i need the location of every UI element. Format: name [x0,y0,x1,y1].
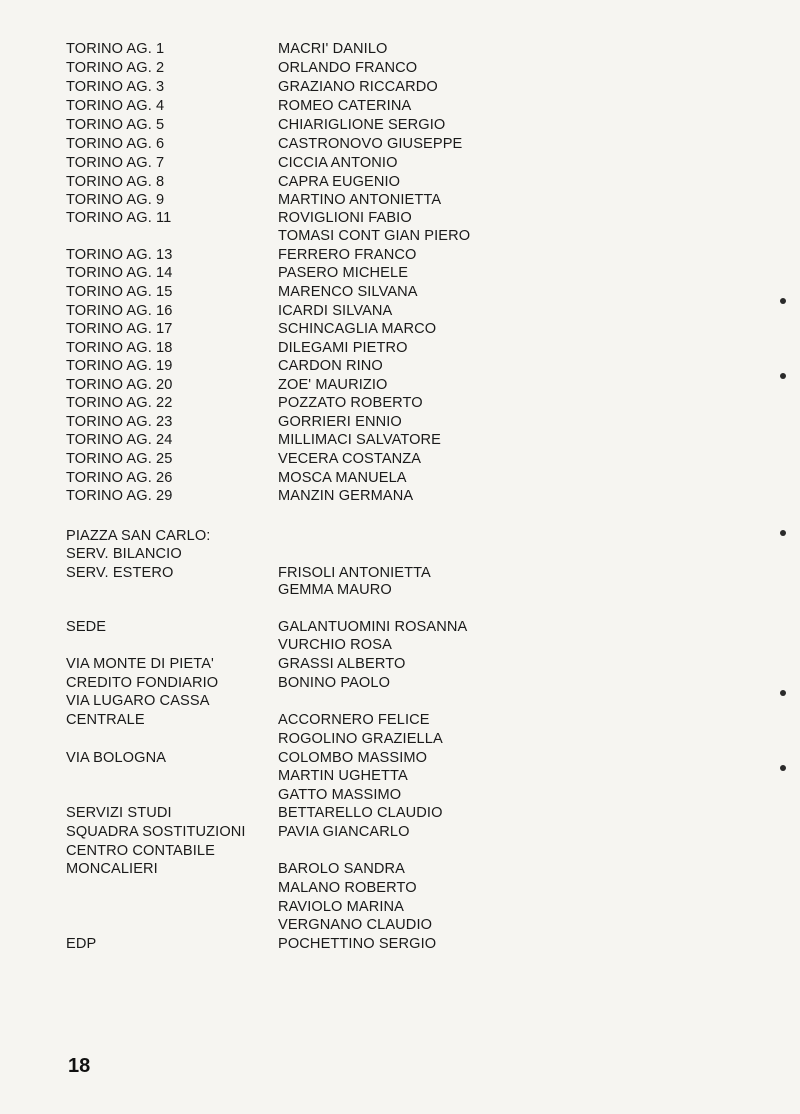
representative-name: GRASSI ALBERTO [278,656,406,672]
branch-label: SERV. BILANCIO [66,546,182,562]
branch-label: TORINO AG. 9 [66,192,165,208]
list-row [0,97,800,116]
list-row [0,674,800,693]
branch-label: VIA MONTE DI PIETA' [66,656,214,672]
list-row [0,842,800,861]
list-row [0,394,800,413]
list-row [0,154,800,173]
branch-label: MONCALIERI [66,861,158,877]
list-row [0,320,800,339]
representative-name: MARTINO ANTONIETTA [278,192,442,208]
representative-name: GORRIERI ENNIO [278,414,402,430]
list-row [0,767,800,786]
branch-label: TORINO AG. 22 [66,395,173,411]
list-row [0,469,800,488]
list-row [0,302,800,321]
representative-name: MARTIN UGHETTA [278,768,408,784]
branch-label: TORINO AG. 2 [66,60,165,76]
branch-label: TORINO AG. 16 [66,303,173,319]
representative-name: PASERO MICHELE [278,265,409,281]
list-row [0,191,800,210]
list-row [0,487,800,506]
list-row [0,246,800,265]
branch-label: CENTRO CONTABILE [66,843,215,859]
list-row [0,655,800,674]
representative-name: TOMASI CONT GIAN PIERO [278,228,471,244]
list-row [0,860,800,879]
representative-name: FERRERO FRANCO [278,247,417,263]
list-row [0,413,800,432]
branch-label: CENTRALE [66,712,145,728]
list-row [0,527,800,546]
representative-name: POCHETTINO SERGIO [278,936,437,952]
representative-name: ROMEO CATERINA [278,98,412,114]
representative-name: ORLANDO FRANCO [278,60,418,76]
branch-label: TORINO AG. 15 [66,284,173,300]
representative-name: CHIARIGLIONE SERGIO [278,117,446,133]
list-row [0,692,800,711]
representative-name: POZZATO ROBERTO [278,395,423,411]
representative-name: CICCIA ANTONIO [278,155,398,171]
page-number: 18 [68,1055,91,1077]
representative-name: BAROLO SANDRA [278,861,405,877]
representative-name: MARENCO SILVANA [278,284,418,300]
list-row [0,618,800,637]
representative-name: ACCORNERO FELICE [278,712,430,728]
branch-label: TORINO AG. 25 [66,451,173,467]
representative-name: BONINO PAOLO [278,675,391,691]
representative-name: VERGNANO CLAUDIO [278,917,433,933]
representative-name: RAVIOLO MARINA [278,899,405,915]
list-row [0,376,800,395]
branch-label: TORINO AG. 24 [66,432,173,448]
branch-label: TORINO AG. 26 [66,470,173,486]
list-row [0,636,800,655]
list-row [0,935,800,954]
representative-name: CASTRONOVO GIUSEPPE [278,136,463,152]
list-row [0,227,800,246]
branch-label: TORINO AG. 3 [66,79,165,95]
branch-label: TORINO AG. 29 [66,488,173,504]
branch-label: TORINO AG. 11 [66,210,172,226]
branch-label: TORINO AG. 20 [66,377,173,393]
branch-label: SQUADRA SOSTITUZIONI [66,824,246,840]
representative-name: PAVIA GIANCARLO [278,824,410,840]
representative-name: MILLIMACI SALVATORE [278,432,442,448]
list-row [0,898,800,917]
representative-name: DILEGAMI PIETRO [278,340,408,356]
representative-name: MANZIN GERMANA [278,488,414,504]
list-row [0,916,800,935]
list-row [0,431,800,450]
representative-name: GEMMA MAURO [278,582,392,598]
branch-label: TORINO AG. 4 [66,98,165,114]
list-row [0,173,800,192]
branch-label: EDP [66,936,97,952]
representative-name: BETTARELLO CLAUDIO [278,805,443,821]
branch-label: TORINO AG. 8 [66,174,165,190]
representative-name: GALANTUOMINI ROSANNA [278,619,468,635]
branch-label: PIAZZA SAN CARLO: [66,528,211,544]
representative-name: FRISOLI ANTONIETTA [278,565,431,581]
list-row [0,786,800,805]
representative-name: CAPRA EUGENIO [278,174,401,190]
list-row [0,879,800,898]
branch-label: SEDE [66,619,107,635]
list-row [0,450,800,469]
branch-label: TORINO AG. 7 [66,155,165,171]
representative-name: GRAZIANO RICCARDO [278,79,438,95]
representative-name: CARDON RINO [278,358,383,374]
list-row [0,40,800,59]
representative-name: ROGOLINO GRAZIELLA [278,731,443,747]
representative-name: ROVIGLIONI FABIO [278,210,412,226]
list-row [0,804,800,823]
branch-label: SERVIZI STUDI [66,805,172,821]
representative-name: GATTO MASSIMO [278,787,402,803]
list-row [0,749,800,768]
list-row [0,545,800,564]
representative-name: COLOMBO MASSIMO [278,750,428,766]
representative-name: MACRI' DANILO [278,41,388,57]
list-row [0,78,800,97]
representative-name: ICARDI SILVANA [278,303,393,319]
representative-name: VECERA COSTANZA [278,451,422,467]
list-row [0,264,800,283]
branch-label: TORINO AG. 13 [66,247,173,263]
branch-label: TORINO AG. 6 [66,136,165,152]
list-row [0,711,800,730]
list-row [0,730,800,749]
list-row [0,581,800,600]
list-row [0,116,800,135]
list-row [0,59,800,78]
branch-label: SERV. ESTERO [66,565,174,581]
list-row [0,823,800,842]
representative-name: ZOE' MAURIZIO [278,377,388,393]
list-row [0,135,800,154]
representative-name: MALANO ROBERTO [278,880,417,896]
list-row [0,209,800,228]
list-row [0,357,800,376]
branch-label: VIA BOLOGNA [66,750,167,766]
representative-name: SCHINCAGLIA MARCO [278,321,437,337]
representative-name: MOSCA MANUELA [278,470,407,486]
branch-label: TORINO AG. 18 [66,340,173,356]
branch-label: TORINO AG. 5 [66,117,165,133]
branch-label: TORINO AG. 1 [66,41,165,57]
representative-name: VURCHIO ROSA [278,637,392,653]
branch-label: TORINO AG. 17 [66,321,173,337]
branch-label: TORINO AG. 14 [66,265,173,281]
branch-label: TORINO AG. 19 [66,358,173,374]
branch-label: VIA LUGARO CASSA [66,693,210,709]
list-row [0,339,800,358]
branch-label: CREDITO FONDIARIO [66,675,219,691]
list-row [0,283,800,302]
branch-label: TORINO AG. 23 [66,414,173,430]
